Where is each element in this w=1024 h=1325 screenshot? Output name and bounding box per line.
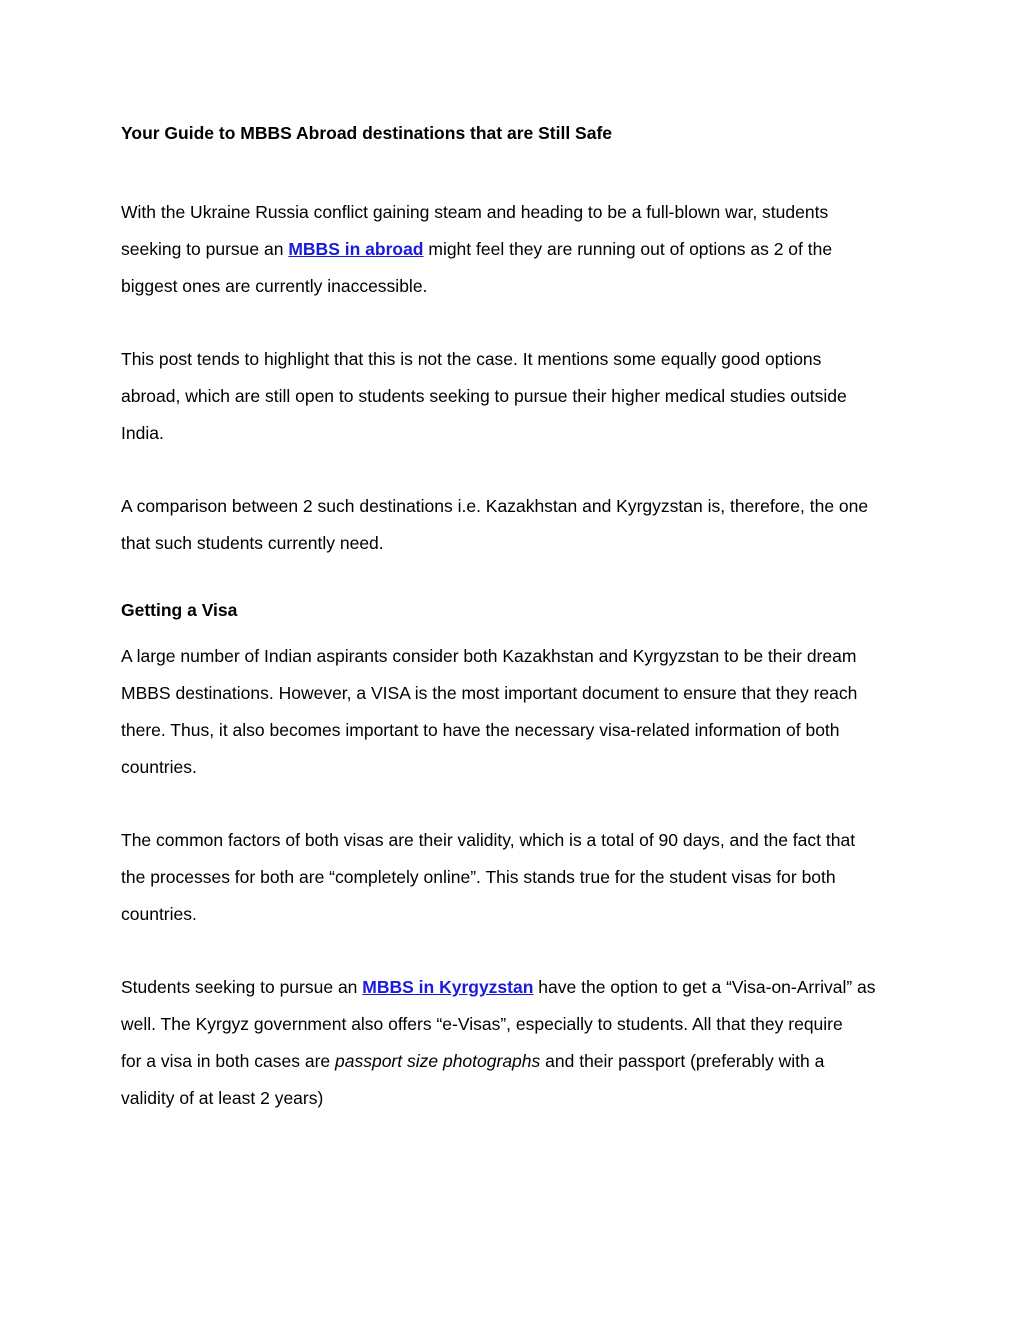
intro-line-2-before: seeking to pursue an — [121, 239, 289, 259]
kyrgyz-line-4: validity of at least 2 years) — [121, 1088, 324, 1108]
mbbs-in-kyrgyzstan-link[interactable]: MBBS in Kyrgyzstan — [362, 977, 534, 997]
kyrgyz-line-1 — [121, 976, 876, 998]
intro-line-2 — [121, 238, 832, 260]
post-line-2: abroad, which are still open to students seeking to pursue their higher medical studies outside — [121, 386, 847, 406]
common-line-3: countries. — [121, 904, 197, 924]
intro-line-3: biggest ones are currently inaccessible. — [121, 276, 428, 296]
kyrgyz-line-2: well. The Kyrgyz government also offers “e-Visas”, especially to students. All that they require — [121, 1014, 843, 1034]
kyrgyz-line-3-after: and their passport (preferably with a — [540, 1051, 825, 1071]
intro-line-2-after: might feel they are running out of options as 2 of the — [423, 239, 833, 259]
visa-intro-line-4: countries. — [121, 757, 197, 777]
common-line-1: The common factors of both visas are their validity, which is a total of 90 days, and the fact that — [121, 830, 856, 850]
kyrgyz-line-1-after: have the option to get a “Visa-on-Arrival” as — [533, 977, 876, 997]
post-line-1: This post tends to highlight that this is not the case. It mentions some equally good options — [121, 349, 822, 369]
mbbs-in-abroad-link[interactable]: MBBS in abroad — [288, 239, 424, 259]
kyrgyz-line-3 — [121, 1050, 824, 1072]
intro-line-1: With the Ukraine Russia conflict gaining steam and heading to be a full-blown war, students — [121, 202, 829, 222]
comparison-line-2: that such students currently need. — [121, 533, 384, 553]
visa-intro-line-2: MBBS destinations. However, a VISA is the most important document to ensure that they reach — [121, 683, 858, 703]
kyrgyz-line-3-before: for a visa in both cases are — [121, 1051, 335, 1071]
passport-photographs-italic: passport size photographs — [335, 1051, 541, 1071]
visa-intro-line-1: A large number of Indian aspirants consider both Kazakhstan and Kyrgyzstan to be their dream — [121, 646, 857, 666]
kyrgyz-line-1-before: Students seeking to pursue an — [121, 977, 363, 997]
visa-intro-line-3: there. Thus, it also becomes important to have the necessary visa-related information of both — [121, 720, 840, 740]
comparison-line-1: A comparison between 2 such destinations i.e. Kazakhstan and Kyrgyzstan is, therefore, the one — [121, 496, 869, 516]
post-line-3: India. — [121, 423, 164, 443]
visa-heading: Getting a Visa — [121, 600, 238, 620]
common-line-2: the processes for both are “completely online”. This stands true for the student visas for both — [121, 867, 836, 887]
document-title: Your Guide to MBBS Abroad destinations that are Still Safe — [121, 123, 613, 143]
